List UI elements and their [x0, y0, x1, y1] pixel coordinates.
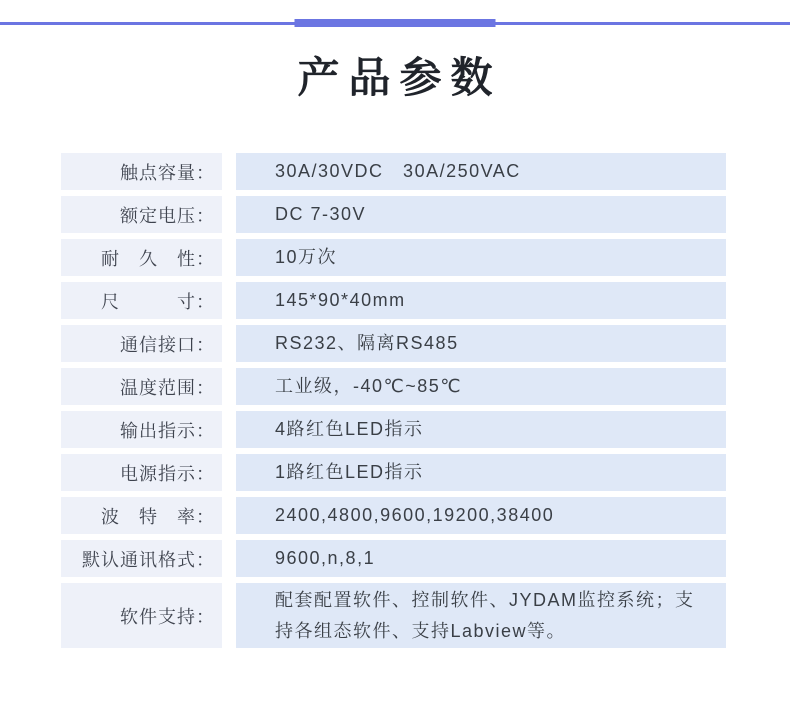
- spec-value: 10万次: [236, 239, 726, 276]
- spec-label: 软件支持：: [61, 583, 222, 648]
- table-row: [61, 325, 726, 362]
- spec-value: 30A/30VDC 30A/250VAC: [236, 153, 726, 190]
- spec-value: 2400,4800,9600,19200,38400: [236, 497, 726, 534]
- accent-divider-thick-segment: [295, 19, 496, 27]
- table-row: [61, 282, 726, 319]
- spec-label: 输出指示：: [61, 411, 222, 448]
- spec-value: 工业级，-40℃~85℃: [236, 368, 726, 405]
- spec-label: 波 特 率：: [61, 497, 222, 534]
- spec-value: 9600,n,8,1: [236, 540, 726, 577]
- table-row: [61, 153, 726, 190]
- spec-label: 通信接口：: [61, 325, 222, 362]
- table-row: [61, 239, 726, 276]
- spec-label: 默认通讯格式：: [61, 540, 222, 577]
- table-row: [61, 196, 726, 233]
- spec-table: [61, 153, 726, 648]
- accent-divider: [0, 19, 790, 27]
- table-row: [61, 497, 726, 534]
- spec-label: 耐 久 性：: [61, 239, 222, 276]
- spec-label: 温度范围：: [61, 368, 222, 405]
- spec-value: RS232、隔离RS485: [236, 325, 726, 362]
- spec-value: 1路红色LED指示: [236, 454, 726, 491]
- spec-value: DC 7-30V: [236, 196, 726, 233]
- table-row: [61, 583, 726, 648]
- spec-label: 尺 寸：: [61, 282, 222, 319]
- table-row: [61, 411, 726, 448]
- table-row: [61, 540, 726, 577]
- spec-label: 触点容量：: [61, 153, 222, 190]
- page-title: 产品参数: [297, 54, 502, 101]
- spec-value: 配套配置软件、控制软件、JYDAM监控系统；支持各组态软件、支持Labview等。: [236, 583, 726, 648]
- table-row: [61, 454, 726, 491]
- spec-value: 145*90*40mm: [236, 282, 726, 319]
- table-row: [61, 368, 726, 405]
- spec-value: 4路红色LED指示: [236, 411, 726, 448]
- spec-label: 额定电压：: [61, 196, 222, 233]
- spec-label: 电源指示：: [61, 454, 222, 491]
